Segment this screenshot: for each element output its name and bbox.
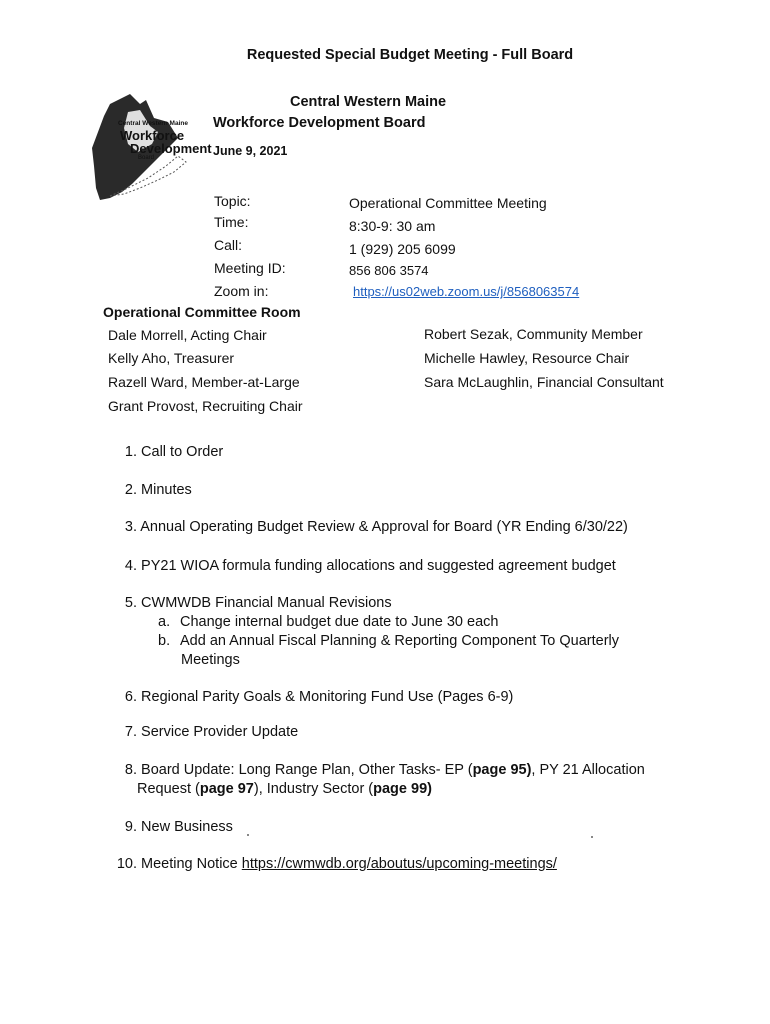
meeting-id-label: Meeting ID: xyxy=(214,260,286,276)
agenda-text: PY21 WIOA formula funding allocations and suggested agreement budget xyxy=(141,558,616,574)
org-name-line2: Workforce Development Board xyxy=(213,115,426,131)
call-value: 1 (929) 205 6099 xyxy=(349,241,456,257)
agenda-text: Minutes xyxy=(141,482,192,498)
agenda-number: 4. xyxy=(124,558,137,574)
call-label: Call: xyxy=(214,237,243,253)
member-right-3: Sara McLaughlin, Financial Consultant xyxy=(424,374,664,390)
member-right-1: Robert Sezak, Community Member xyxy=(424,326,643,342)
agenda-subitem-5a xyxy=(158,614,498,630)
agenda-item-6 xyxy=(105,689,513,705)
agenda-item-4 xyxy=(105,558,616,574)
agenda-number: 6. xyxy=(124,689,137,705)
meeting-notice-link[interactable]: https://cwmwdb.org/aboutus/upcoming-meetings/ xyxy=(241,856,557,872)
agenda-item-7 xyxy=(105,724,298,740)
logo-text-line3: Development xyxy=(130,141,212,156)
agenda-item-5 xyxy=(105,595,392,611)
agenda-text: Annual Operating Budget Review & Approval for Board (YR Ending 6/30/22) xyxy=(140,519,628,535)
agenda-item-8-cont: Request (page 97), Industry Sector (page 99) xyxy=(137,781,432,797)
member-right-2: Michelle Hawley, Resource Chair xyxy=(424,350,630,366)
page-ref: page 99) xyxy=(373,781,432,797)
divider-dot xyxy=(591,836,593,838)
sub-text: Add an Annual Fiscal Planning & Reporting Component To Quarterly xyxy=(180,633,620,649)
time-value: 8:30-9: 30 am xyxy=(349,218,436,234)
divider-dot xyxy=(247,834,249,836)
org-name-line1: Central Western Maine xyxy=(290,94,447,110)
agenda-text: Service Provider Update xyxy=(141,724,299,740)
room-heading: Operational Committee Room xyxy=(103,304,301,320)
agenda-item-9 xyxy=(105,819,233,835)
logo-text-line1: Central Western Maine xyxy=(118,120,188,127)
agenda-number: 3. xyxy=(124,519,137,535)
agenda-item-10 xyxy=(105,856,557,872)
agenda-text: CWMWDB Financial Manual Revisions xyxy=(141,595,392,611)
agenda-number: 7. xyxy=(124,724,137,740)
zoom-link[interactable]: https://us02web.zoom.us/j/8568063574 xyxy=(353,284,580,299)
topic-value: Operational Committee Meeting xyxy=(349,195,547,211)
agenda-subitem-5b-cont: Meetings xyxy=(181,652,240,668)
agenda-text: Board Update: Long Range Plan, Other Tasks- EP (page 95), PY 21 Allocation xyxy=(141,762,645,778)
sub-letter: a. xyxy=(158,614,171,630)
page-ref: page 97 xyxy=(199,781,254,797)
agenda-item-1 xyxy=(105,444,223,460)
logo-text-line2: Workforce xyxy=(120,128,185,143)
page-ref: page 95) xyxy=(472,762,532,778)
agenda-item-3 xyxy=(105,519,628,535)
sub-letter: b. xyxy=(158,633,171,649)
board-logo xyxy=(88,92,212,202)
member-left-4: Grant Provost, Recruiting Chair xyxy=(108,398,303,414)
meeting-id-value: 856 806 3574 xyxy=(349,263,429,278)
agenda-number: 8. xyxy=(124,762,137,778)
agenda-text: Call to Order xyxy=(141,444,224,460)
agenda-number: 5. xyxy=(124,595,137,611)
page-title: Requested Special Budget Meeting - Full Board xyxy=(246,47,574,63)
agenda-subitem-5b xyxy=(158,633,619,649)
member-left-2: Kelly Aho, Treasurer xyxy=(108,350,235,366)
topic-label: Topic: xyxy=(214,193,251,209)
member-left-1: Dale Morrell, Acting Chair xyxy=(108,327,267,343)
time-label: Time: xyxy=(214,214,249,230)
zoom-label: Zoom in: xyxy=(214,283,269,299)
agenda-item-2 xyxy=(105,482,192,498)
sub-text: Change internal budget due date to June 30 each xyxy=(180,614,499,630)
agenda-number: 9. xyxy=(124,819,137,835)
logo-text-line4: Board xyxy=(138,155,155,161)
agenda-text: Regional Parity Goals & Monitoring Fund Use (Pages 6-9) xyxy=(141,689,514,705)
agenda-number: 2. xyxy=(124,482,137,498)
meeting-date: June 9, 2021 xyxy=(213,144,288,158)
agenda-text: New Business xyxy=(141,819,233,835)
agenda-text: Meeting Notice https://cwmwdb.org/aboutus/upcoming-meetings/ xyxy=(141,856,557,872)
agenda-number: 10. xyxy=(116,856,137,872)
agenda-item-8 xyxy=(105,762,645,778)
member-left-3: Razell Ward, Member-at-Large xyxy=(108,374,300,390)
agenda-number: 1. xyxy=(124,444,137,460)
